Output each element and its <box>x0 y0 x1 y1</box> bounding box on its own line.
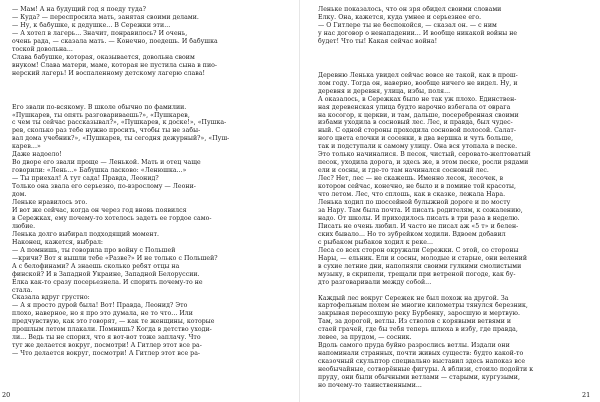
text-line: Нары, — ельник. Ели и сосны, молодые и старые, они велений <box>318 254 527 262</box>
text-line: —кричи? Вот я вышли тебе «Разве?» И не только с Польшей? <box>12 254 218 262</box>
text-line: Наконец, кажется, выбрал: <box>12 238 104 246</box>
text-line: дто разговаривали между собой... <box>318 278 432 286</box>
text-line: Вдоль самого пруда буйно разрослись ветлы. Издали они <box>318 342 510 350</box>
text-line: Это только начиналися. В песок, чистый, серовато-желтоватый <box>318 151 531 159</box>
text-line: рев, сколько раз тебе нужно просить, чтобы ты не забы- <box>12 127 201 135</box>
text-line: деревня и деревня, улица, избы, поля... <box>318 87 451 95</box>
text-line: нерский лагерь! И воспаленному детскому лагерю слава! <box>12 69 206 77</box>
text-line: закрывая пересохшую реку Бурбенку, заросшую и мертвую. <box>318 310 520 318</box>
right-page-block-4 <box>318 295 590 390</box>
text-line: Сказала вдруг грустно: <box>12 294 90 302</box>
text-line: Слава бабушке, которая, оказывается, довольна своим <box>12 53 195 61</box>
text-line: лом году. Тогда он, наверно, вообще ничего не видел. Ну, и <box>318 79 518 87</box>
text-line: Леньке показалось, что он зря обидел своими словами <box>318 6 502 13</box>
text-line: прошлым летом плакали. Помнишь? Когда в детство уходи- <box>12 326 212 334</box>
text-line: Там, за дорогой, ветлы. Из стволов с корявыми ветвями и <box>318 318 512 326</box>
left-page <box>12 6 284 396</box>
text-line: сказочный скульптор специально выставил здесь напоказ все <box>318 358 526 366</box>
left-page-block-1 <box>12 6 284 78</box>
text-line: с рыбаком рыбаков ходил к реке... <box>318 238 434 246</box>
text-line: ная деревенская улица будто нарочно взбегала от оврага <box>318 103 511 111</box>
text-line: стаей грачей, где бы тебя теперь шлюха в избу, где правда, <box>318 326 518 334</box>
text-line: ного цвета елочки и сосенки, в два вершка и чуть больше, <box>318 135 514 143</box>
text-line: «Пушкарев, ты опять разговариваешь?», «Пушкарев, <box>12 111 190 119</box>
text-line: музыку, в скрипели, трещали при ветреной погоде, как бу- <box>318 270 516 278</box>
text-line: в сухие летние дни, наполняли своими гулкими смолистыми <box>318 262 522 270</box>
text-line: очень рада, — сказала мать. — Конечно, поедешь. И бабушка <box>12 37 218 45</box>
text-line: Во дворе его звали проще — Ленькой. Мать и отец чаще <box>12 159 201 167</box>
paragraph-gap <box>318 287 590 295</box>
text-line: дом. <box>12 191 27 199</box>
text-line: за Нару. Там была почта. И писать родителям, к сожалению, <box>318 206 523 214</box>
text-line: Его звали по-всякому. В школе обычно по фамилии. <box>12 103 187 111</box>
book-gutter <box>299 0 300 402</box>
section-break <box>12 78 284 104</box>
text-line: что летом. Лес, что сплошь, как в сказке, лежала Нара. <box>318 191 506 199</box>
text-line: котором сейчас, конечно, не было и в помине той красоты, <box>318 183 517 191</box>
text-line: ели и сосны, и где-то там начинался сосновый лес. <box>318 167 489 175</box>
text-line: в Сережках, ему почему-то хотелось задеть ее гордое само- <box>12 214 212 222</box>
text-line: Леса со всех сторон окружали Сережки. С этой, со стороны <box>318 246 519 254</box>
page-number-left: 20 <box>2 391 11 399</box>
text-line: финской? И в Западной Украине, Западной Белоруссии. <box>12 270 200 278</box>
text-line: тут же делается вокруг, посмотри! А Гитлер этот все ра- <box>12 342 202 350</box>
text-line: Ленька ходил по шоссейной булыжной дороге и по мосту <box>318 199 511 207</box>
text-line: Деревню Ленька увидел сейчас вовсе не такой, как в прош- <box>318 71 518 79</box>
text-line: Каждый лес вокруг Сережек не был похож на другой. За <box>318 294 509 302</box>
text-line: напоминали странных, почти живых существ: будто какой-то <box>318 350 524 358</box>
right-page <box>318 6 590 396</box>
right-page-block-1 <box>318 6 590 46</box>
text-line: будет! Что ты! Какая сейчас война! <box>318 37 438 45</box>
text-line: картофельным полем не многие километры тянулся березник, <box>318 302 528 310</box>
text-line: Елку. Она, кажется, куда умнее и серьезнее его. <box>318 13 482 21</box>
text-line: ли... Ведь ты не спорил, что я вот-вот тоже заплачу. Что <box>12 334 201 342</box>
text-line: на косогор, к церкви, и там, дальше, посеребренная своими <box>318 111 519 119</box>
text-line: внуком! Слава матери, маме, которая не пустила сына в пио- <box>12 61 218 69</box>
text-line: тоской довольна... <box>12 45 73 53</box>
text-line: плохо, наверное, но я про это думала, не то что... Или <box>12 310 193 318</box>
text-line: — Куда? — переспросила мать, занятая своими делами. <box>12 13 199 21</box>
text-line: избами уходила в сосновый лес. Лес, и правда, был чудес- <box>318 119 513 127</box>
text-line: у нас договор о ненападении... И вообще никакой войны не <box>318 29 518 37</box>
right-page-block-2 <box>318 72 590 247</box>
text-line: Елка как-то сразу посерьезнела. И спорить почему-то не <box>12 278 203 286</box>
text-line: — А хотел в лагерь... Значит, понравилось? И очень, <box>12 29 188 37</box>
text-line: любие. <box>12 222 36 230</box>
text-line: пруду, они были обычными ветлами — старыми, кургузыми, <box>318 374 520 382</box>
text-line: — Ну, к бабушке, к дедушке... В Сережки эти... <box>12 21 171 29</box>
text-line: левее, за прудом, — сосник. <box>318 334 412 342</box>
text-line: Леньке нравилось это. <box>12 199 88 207</box>
text-line: — А я просто дурой была! Вот! Правда, Леонид? Это <box>12 302 188 310</box>
text-line: Ленька долго выбирал подходящий момент. <box>12 230 160 238</box>
text-line: вал дома учебник?», «Пушкарев, ты сегодня дежурный?», «Пуш- <box>12 135 230 143</box>
text-line: — Ты приехал! А тут сада! Правда, Леонид? <box>12 175 159 183</box>
text-line: — О Гитлере ты не беспокойся, — сказал он. — с ним <box>318 21 497 29</box>
text-line: А с белофинами? А знаешь сколько ребят отцы на <box>12 262 180 270</box>
text-line: И вот же сейчас, когда он через год вновь появился <box>12 206 187 214</box>
text-line: песок, уходила дорога, и здесь же, в этом песке, росли рядами <box>318 159 529 167</box>
text-line: говорили: «Лень...» Бабушка ласково: «Ленюшка...» <box>12 167 187 175</box>
text-line: так и подступали к самому улицу. Она вся утопала в песке. <box>318 143 518 151</box>
text-line: Лес? Нет, лес — не скажешь. Именно лесок, лесочек, в <box>318 175 504 183</box>
text-line: но почему-то таинственными... <box>318 381 422 389</box>
text-line: ских бывало... Но то зубрейком ходили. Вдвоем добавил <box>318 230 506 238</box>
text-line: предчувствую, как это говорят, — как те женщины, которые <box>12 318 215 326</box>
text-line: — А помнишь, ты говорила про войну с Польшей <box>12 246 176 254</box>
text-line: А оказалось, в Сережках было не так уж плохо. Единствен- <box>318 95 517 103</box>
page-number-right: 21 <box>582 391 591 399</box>
text-line: ный. С одной стороны проходила сосновой полосой. Салат- <box>318 127 517 135</box>
text-line: — Что делается вокруг, посмотри! А Гитлер этот все ра- <box>12 350 201 358</box>
text-line: Даже надоело! <box>12 151 62 159</box>
right-page-block-3 <box>318 247 590 287</box>
section-break <box>318 46 590 72</box>
left-page-block-2 <box>12 104 284 359</box>
text-line: Только она звала его серьезно, по-взрослому — Леони- <box>12 183 196 191</box>
text-line: необычайные, сотворённые фигуры. А вблизи, стоило подойти к <box>318 366 534 374</box>
text-line: Писать не очень любил. И часто не писал аж «5 т» и белен- <box>318 222 519 230</box>
text-line: карев...» <box>12 143 41 151</box>
text-line: — Мам! А на будущий год я поеду туда? <box>12 6 146 13</box>
text-line: надо. От школы. И приходилось писать в три раза в неделю. <box>318 214 520 222</box>
text-line: стала. <box>12 286 33 294</box>
text-line: с чем ты сейчас рассказывал?», «Пушкарев, к доске!», «Пушка- <box>12 119 227 127</box>
